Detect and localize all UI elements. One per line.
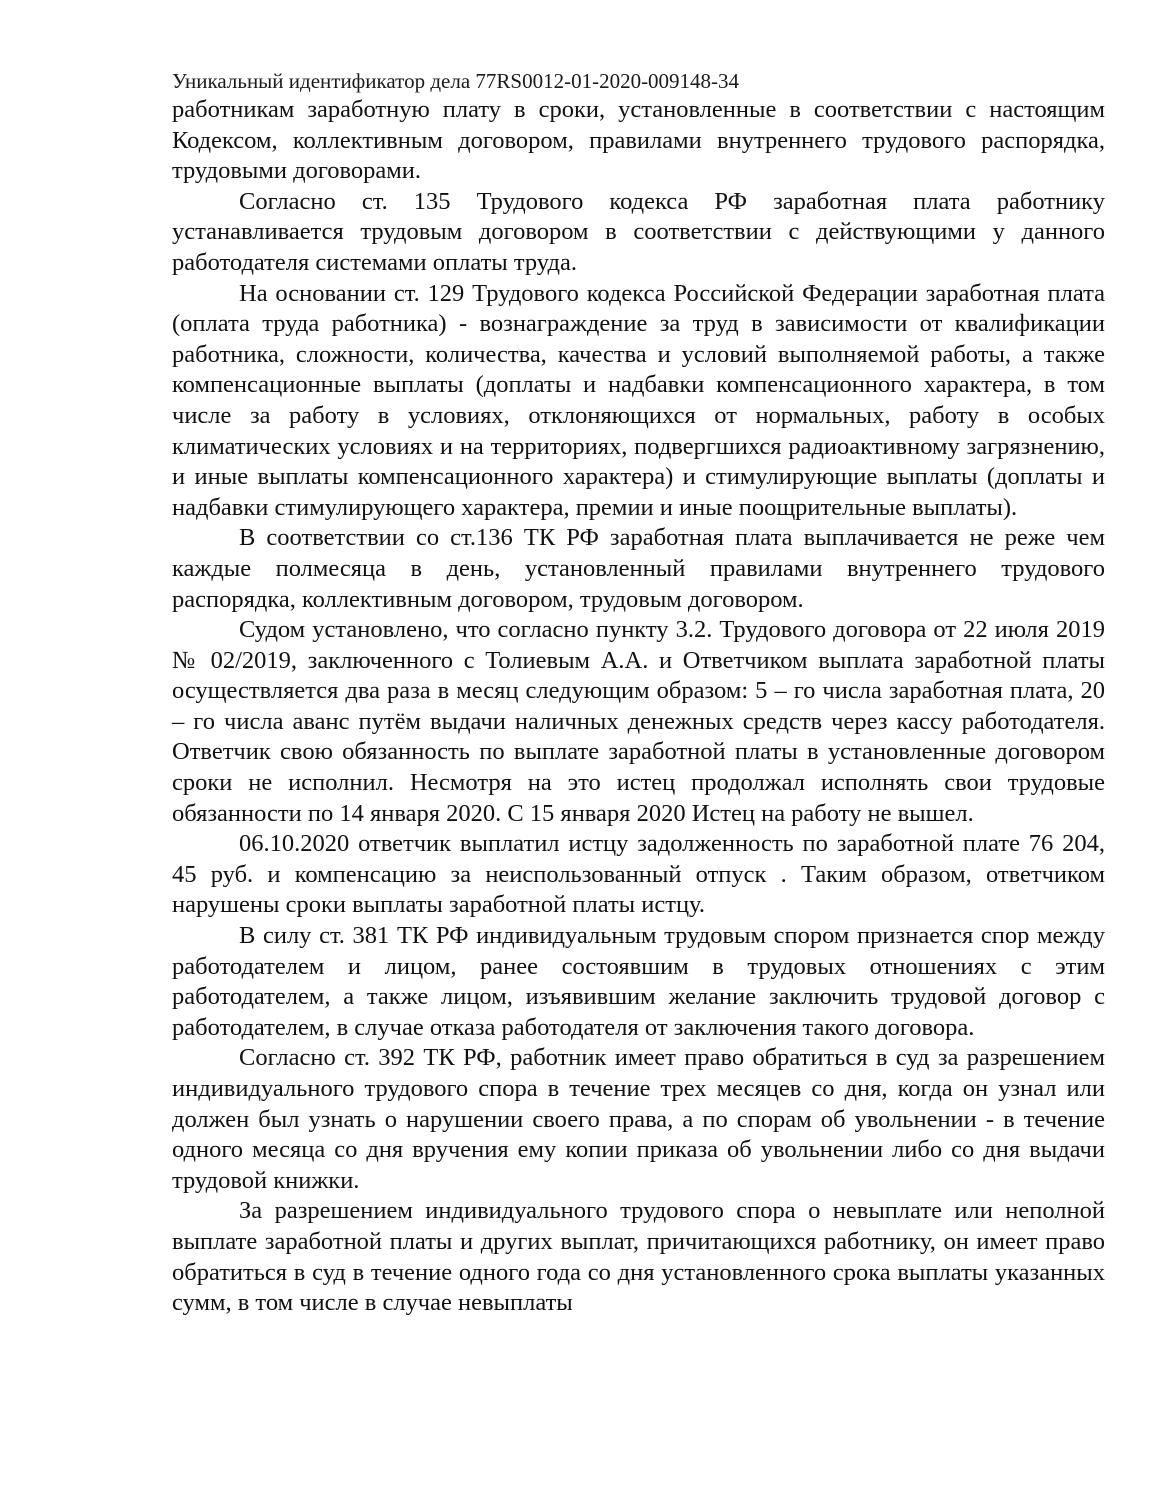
paragraph-continuation: работникам заработную плату в сроки, установленные в соответствии с настоящим Кодексом, коллективным договором, правилами внутреннего трудового распорядка, трудовыми договорами.: [172, 96, 1105, 185]
paragraph-article-129: На основании ст. 129 Трудового кодекса Российской Федерации заработная плата (оплата труда работника) - вознаграждение за труд в зависимости от квалификации работника, сложности, количества, качества и условий выполняемой работы, а также компенсационные выплаты (доплаты и надбавки компенсационного характера, в том числе за работу в условиях, отклоняющихся от нормальных, работу в особых климатических условиях и на территориях, подвергшихся радиоактивному загрязнению, и иные выплаты компенсационного характера) и стимулирующие выплаты (доплаты и надбавки стимулирующего характера, премии и иные поощрительные выплаты).: [172, 279, 1105, 521]
paragraph-article-136: В соответствии со ст.136 ТК РФ заработная плата выплачивается не реже чем каждые полмесяца в день, установленный правилами внутреннего трудового распорядка, коллективным договором, трудовым договором.: [172, 524, 1105, 613]
paragraph-payment: 06.10.2020 ответчик выплатил истцу задолженность по заработной плате 76 204, 45 руб. и компенсацию за неиспользованный отпуск . Таким образом, ответчиком нарушены сроки выплаты заработной платы истцу.: [172, 830, 1105, 919]
document-body: [172, 95, 1105, 1319]
case-identifier-header: Уникальный идентификатор дела 77RS0012-01-2020-009148-34: [172, 69, 740, 93]
paragraph-wage-dispute: За разрешением индивидуального трудового спора о невыплате или неполной выплате заработной платы и других выплат, причитающихся работнику, он имеет право обратиться в суд в течение одного года со дня установленного срока выплаты указанных сумм, в том числе в случае невыплаты: [172, 1197, 1105, 1317]
paragraph-article-392: Согласно ст. 392 ТК РФ, работник имеет право обратиться в суд за разрешением индивидуального трудового спора в течение трех месяцев со дня, когда он узнал или должен был узнать о нарушении своего права, а по спорам об увольнении - в течение одного месяца со дня вручения ему копии приказа об увольнении либо со дня выдачи трудовой книжки.: [172, 1044, 1105, 1194]
paragraph-court-finding: Судом установлено, что согласно пункту 3.2. Трудового договора от 22 июля 2019 № 02/2019, заключенного с Толиевым А.А. и Ответчиком выплата заработной платы осуществляется два раза в месяц следующим образом: 5 – го числа заработная плата, 20 – го числа аванс путём выдачи наличных денежных средств через кассу работодателя. Ответчик свою обязанность по выплате заработной платы в установленные договором сроки не исполнил. Несмотря на это истец продолжал исполнять свои трудовые обязанности по 14 января 2020. С 15 января 2020 Истец на работу не вышел.: [172, 616, 1105, 827]
paragraph-article-135: Согласно ст. 135 Трудового кодекса РФ заработная плата работнику устанавливается трудовым договором в соответствии с действующими у данного работодателя системами оплаты труда.: [172, 187, 1105, 276]
paragraph-article-381: В силу ст. 381 ТК РФ индивидуальным трудовым спором признается спор между работодателем и лицом, ранее состоявшим в трудовых отношениях с этим работодателем, а также лицом, изъявившим желание заключить трудовой договор с работодателем, в случае отказа работодателя от заключения такого договора.: [172, 922, 1105, 1041]
